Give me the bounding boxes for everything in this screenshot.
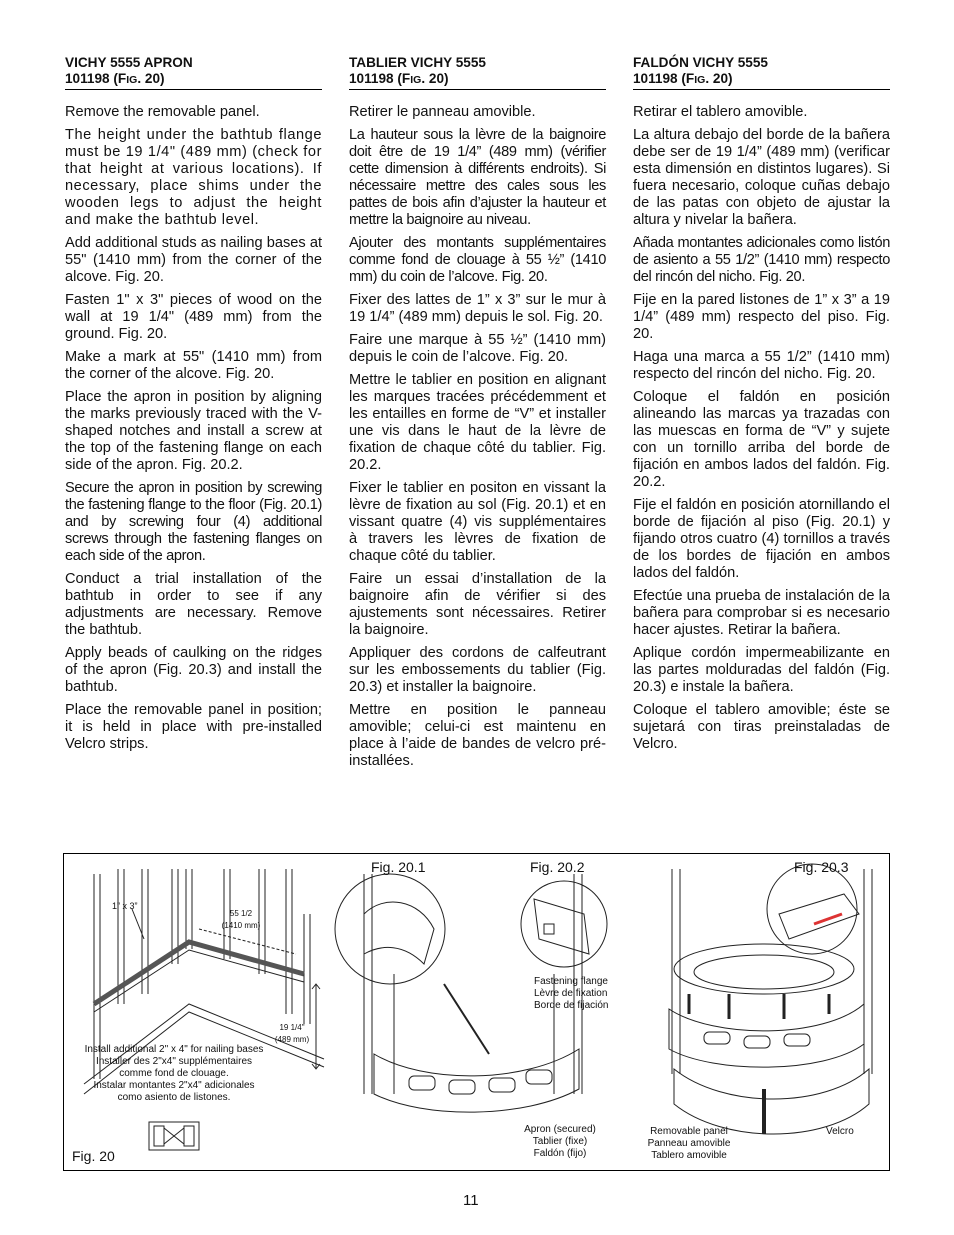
caulking-bead [814,914,842,924]
flange-label: Fastening flange Lèvre de fixation Borde de fijación [534,976,609,1011]
height-label: 19 1/4" (489 mm) [274,1023,310,1044]
heading-title: VICHY 5555 APRON [65,55,193,70]
paragraph: Place the apron in position by aligning the marks previously traced with the V-shaped notches and install a screw at the top of the fastening flange on each side of the apron. Fig. 20.2. [65,389,322,473]
paragraph: Fasten 1" x 3" pieces of wood on the wall at 19 1/4" (489 mm) from the ground. Fig. 20. [65,292,322,342]
heading-code: 101198 (FIG. 20) [633,71,733,86]
heading-title: FALDÓN VICHY 5555 [633,55,768,70]
paragraph: Appliquer des cordons de calfeutrant sur les embossements du tablier (Fig. 20.3) et installer la baignoire. [349,645,606,695]
paragraph: Haga una marca a 55 1/2” (1410 mm) respecto del rincón del nicho. Fig. 20. [633,349,890,382]
apron-label: Apron (secured) Tablier (fixe) Faldón (fijo) [524,1124,596,1159]
detail-circle-20-1 [335,874,445,984]
fig20-1-label: Fig. 20.1 [371,859,426,875]
heading-code: 101198 (FIG. 20) [65,71,165,86]
section-heading [65,55,322,90]
paragraph: Fixer le tablier en positon en vissant la lèvre de fixation au sol (Fig. 20.1) et en vissant quatre (4) vis supplémentaires à travers les lèvres de fixation de chaque côté du tablier. [349,480,606,564]
bathtub-drawing [669,869,872,1134]
paragraph: Secure the apron in position by screwing the fastening flange to the floor (Fig. 20.1) and by screwing four (4) additional screws through the fastening flanges on each side of the apron. [65,480,322,564]
paragraph: Conduct a trial installation of the bathtub in order to see if any adjustments are necessary. Remove the bathtub. [65,571,322,638]
figure-illustration [64,854,891,1172]
paragraph: Remove the removable panel. [65,104,260,120]
section-heading [633,55,890,90]
stud-icon [149,1122,199,1150]
panel-label: Removable panel Panneau amovible Tablero amovible [647,1126,731,1161]
paragraph: Ajouter des montants supplémentaires comme fond de clouage à 55 ½” (1410 mm) du coin de l’alcove. Fig. 20. [349,235,606,285]
paragraph: Coloque el tablero amovible; éste se sujetará con tiras preinstaladas de Velcro. [633,702,890,752]
column-english [65,55,322,759]
page-number: 11 [463,1192,479,1209]
paragraph: Retirer le panneau amovible. [349,104,536,120]
paragraph: Place the removable panel in position; it is held in place with pre-installed Velcro strips. [65,702,322,752]
paragraph: Make a mark at 55" (1410 mm) from the corner of the alcove. Fig. 20. [65,349,322,382]
column-spanish [633,55,890,759]
paragraph: Add additional studs as nailing bases at 55" (1410 mm) from the corner of the alcove. Fig. 20. [65,235,322,285]
paragraph: Fixer des lattes de 1” x 3” sur le mur à 19 1/4” (489 mm) depuis le sol. Fig. 20. [349,292,606,325]
paragraph: Mettre en position le panneau amovible; celui-ci est maintenu en place à l’aide de bandes de velcro pré-installées. [349,702,606,769]
paragraph: Aplique cordón impermeabilizante en las partes molduradas del faldón (Fig. 20.3) e instale la bañera. [633,645,890,695]
fig20-label: Fig. 20 [72,1148,115,1164]
paragraph: Fije el faldón en posición atornillando el borde de fijación al piso (Fig. 20.1) y fijando otros cuatro (4) tornillos a través de los bordes de fijación en ambos lados del faldón. [633,497,890,581]
detail-circle-20-2 [521,881,607,967]
paragraph: Faire une marque à 55 ½” (1410 mm) depuis le coin de l’alcove. Fig. 20. [349,332,606,365]
fig20-3-label: Fig. 20.3 [794,859,849,875]
section-heading [349,55,606,90]
paragraph: La altura debajo del borde de la bañera debe ser de 19 1/4” (489 mm) (verificar esta dimensión en distintos lugares). Si fuera necesario, coloque cuñas debajo de las patas con objeto de ajustar la altura y nivelar la bañera. [633,127,890,228]
paragraph: Faire un essai d’installation de la baignoire afin de vérifier si des ajustements sont nécessaires. Retirer la baignoire. [349,571,606,638]
paragraph: Apply beads of caulking on the ridges of the apron (Fig. 20.3) and install the bathtub. [65,645,322,695]
paragraph: Efectúe una prueba de instalación de la bañera para comprobar si es necesario hacer ajustes. Retirar la bañera. [633,588,890,638]
paragraph: Retirar el tablero amovible. [633,104,808,120]
installation-figure [63,853,890,1171]
paragraph: The height under the bathtub flange must be 19 1/4" (489 mm) (check for that height at various locations). If necessary, place shims under the wooden legs to adjust the height and make the bathtub level. [65,127,322,228]
velcro-label: Velcro [826,1126,854,1137]
paragraph: Añada montantes adicionales como listón de asiento a 55 1/2” (1410 mm) respecto del rincón del nicho. Fig. 20. [633,235,890,285]
paragraph: Mettre le tablier en position en alignant les marques tracées précédemment et les entailles en forme de “V” et installer une vis dans le haut de la lèvre de fixation de chaque côté du tablier. Fig. 20.2. [349,372,606,473]
heading-code: 101198 (FIG. 20) [349,71,449,86]
paragraph: La hauteur sous la lèvre de la baignoire doit être de 19 1/4” (489 mm) (vérifier cette dimension à différents endroits). Si nécessaire mettre des cales sous les pattes de bois afin d’ajuster la hauteur et mettre la baignoire au niveau. [349,127,606,228]
wood-size-label: 1” x 3” [112,901,138,911]
detail-circle-20-3 [767,864,857,954]
column-french [349,55,606,776]
paragraph: Coloque el faldón en posición alineando las marcas ya trazadas con las muescas en forma de “V” y sujete con un tornillo arriba del borde de fijación en ambos lados del faldón. Fig. 20.2. [633,389,890,490]
paragraph: Fije en la pared listones de 1” x 3” a 19 1/4” (489 mm) respecto del piso. Fig. 20. [633,292,890,342]
fig20-2-label: Fig. 20.2 [530,859,585,875]
distance-label: 55 1/2 (1410 mm) [221,909,261,930]
heading-title: TABLIER VICHY 5555 [349,55,486,70]
studs-note: Install additional 2" x 4" for nailing bases Installer des 2"x4" supplémentaires comme fond de clouage. Instalar montantes 2"x4" adicionales como asiento de listones. [84,1044,264,1103]
